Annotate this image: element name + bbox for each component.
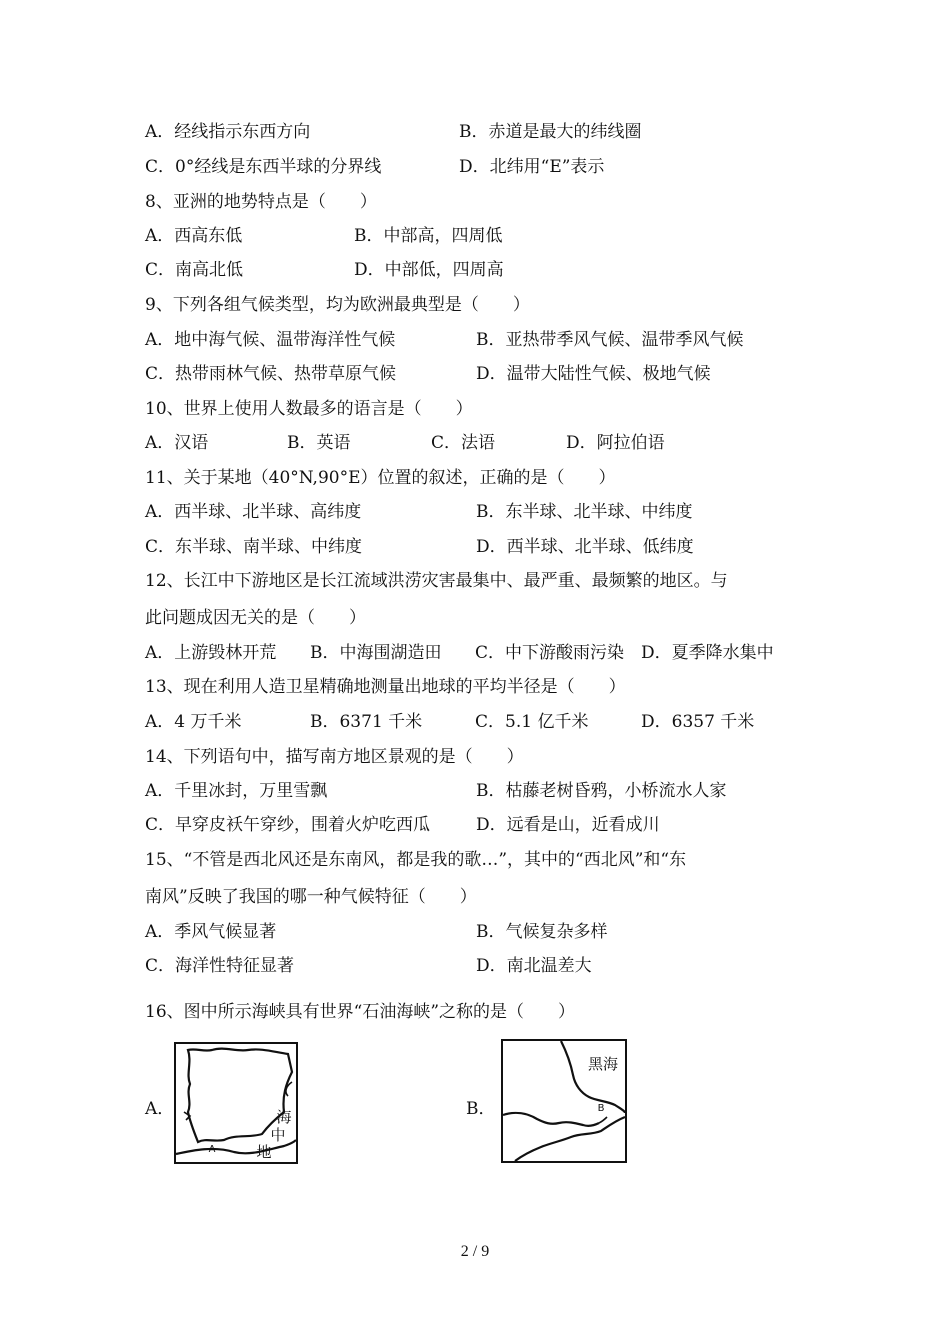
q13-option-b: B．6371 千米 — [310, 712, 423, 732]
q14-option-b: B．枯藤老树昏鸦，小桥流水人家 — [476, 781, 727, 801]
q16-option-a-label: A． — [145, 1099, 175, 1119]
q8-option-a: A．西高东低 — [145, 226, 243, 246]
q15-option-c: C．海洋性特征显著 — [145, 956, 295, 976]
q12-option-d: D．夏季降水集中 — [641, 643, 774, 663]
q13-option-a: A．4 万千米 — [145, 712, 242, 732]
q10-option-b: B．英语 — [287, 433, 351, 453]
q13-stem: 13、现在利用人造卫星精确地测量出地球的平均半径是（ ） — [145, 677, 626, 697]
page-number: 2 / 9 — [460, 1243, 490, 1260]
q10-option-c: C．法语 — [431, 433, 496, 453]
q9-option-b: B．亚热带季风气候、温带季风气候 — [476, 330, 744, 350]
map-b-point-label: B — [597, 1103, 605, 1114]
q11-option-a: A．西半球、北半球、高纬度 — [145, 502, 362, 522]
q13-option-c: C．5.1 亿千米 — [475, 712, 589, 732]
q8-stem: 8、亚洲的地势特点是（ ） — [145, 192, 377, 212]
q11-stem: 11、关于某地（40°N,90°E）位置的叙述，正确的是（ ） — [145, 468, 616, 488]
q11-option-c: C．东半球、南半球、中纬度 — [145, 537, 363, 557]
q8-option-d: D．中部低，四周高 — [354, 260, 504, 280]
map-a-label-hai: 海 — [276, 1108, 292, 1126]
q10-option-d: D．阿拉伯语 — [566, 433, 665, 453]
q7-option-c: C．0°经线是东西半球的分界线 — [145, 157, 382, 177]
q16-stem: 16、图中所示海峡具有世界“石油海峡”之称的是（ ） — [145, 1002, 576, 1022]
q9-option-d: D．温带大陆性气候、极地气候 — [476, 364, 711, 384]
q8-option-c: C．南高北低 — [145, 260, 244, 280]
map-a-point-label: A — [208, 1144, 216, 1155]
map-a-label-zhong: 中 — [270, 1126, 286, 1144]
q16-option-b-label: B． — [466, 1099, 496, 1119]
q14-option-d: D．远看是山，近看成川 — [476, 815, 660, 835]
q9-option-c: C．热带雨林气候、热带草原气候 — [145, 364, 397, 384]
map-a-strait — [174, 1042, 298, 1164]
q9-stem: 9、下列各组气候类型，均为欧洲最典型是（ ） — [145, 295, 530, 315]
q14-option-a: A．千里冰封，万里雪飘 — [145, 781, 328, 801]
map-a-frame — [175, 1043, 297, 1163]
q9-option-a: A．地中海气候、温带海洋性气候 — [145, 330, 396, 350]
q12-option-b: B．中海围湖造田 — [310, 643, 442, 663]
q12-option-c: C．中下游酸雨污染 — [475, 643, 625, 663]
q7-option-b: B．赤道是最大的纬线圈 — [459, 122, 642, 142]
q15-option-a: A．季风气候显著 — [145, 922, 277, 942]
q15-stem-line2: 南风”反映了我国的哪一种气候特征（ ） — [145, 887, 477, 907]
map-a-label-di: 地 — [256, 1143, 272, 1161]
q12-option-a: A．上游毁林开荒 — [145, 643, 277, 663]
q14-option-c: C．早穿皮袄午穿纱，围着火炉吃西瓜 — [145, 815, 431, 835]
q13-option-d: D．6357 千米 — [641, 712, 755, 732]
q7-option-a: A．经线指示东西方向 — [145, 122, 311, 142]
q14-stem: 14、下列语句中，描写南方地区景观的是（ ） — [145, 747, 524, 767]
q15-option-d: D．南北温差大 — [476, 956, 592, 976]
q11-option-d: D．西半球、北半球、低纬度 — [476, 537, 694, 557]
q12-stem-line2: 此问题成因无关的是（ ） — [145, 608, 366, 628]
map-b-sea-label: 黑海 — [587, 1055, 619, 1073]
q7-option-d: D．北纬用“E”表示 — [459, 157, 605, 177]
q10-option-a: A．汉语 — [145, 433, 209, 453]
q8-option-b: B．中部高，四周低 — [354, 226, 503, 246]
q15-stem-line1: 15、“不管是西北风还是东南风，都是我的歌…”，其中的“西北风”和“东 — [145, 850, 687, 870]
map-b-strait — [501, 1039, 627, 1163]
q12-stem-line1: 12、长江中下游地区是长江流域洪涝灾害最集中、最严重、最频繁的地区。与 — [145, 571, 728, 591]
q15-option-b: B．气候复杂多样 — [476, 922, 608, 942]
q10-stem: 10、世界上使用人数最多的语言是（ ） — [145, 399, 473, 419]
q11-option-b: B．东半球、北半球、中纬度 — [476, 502, 693, 522]
